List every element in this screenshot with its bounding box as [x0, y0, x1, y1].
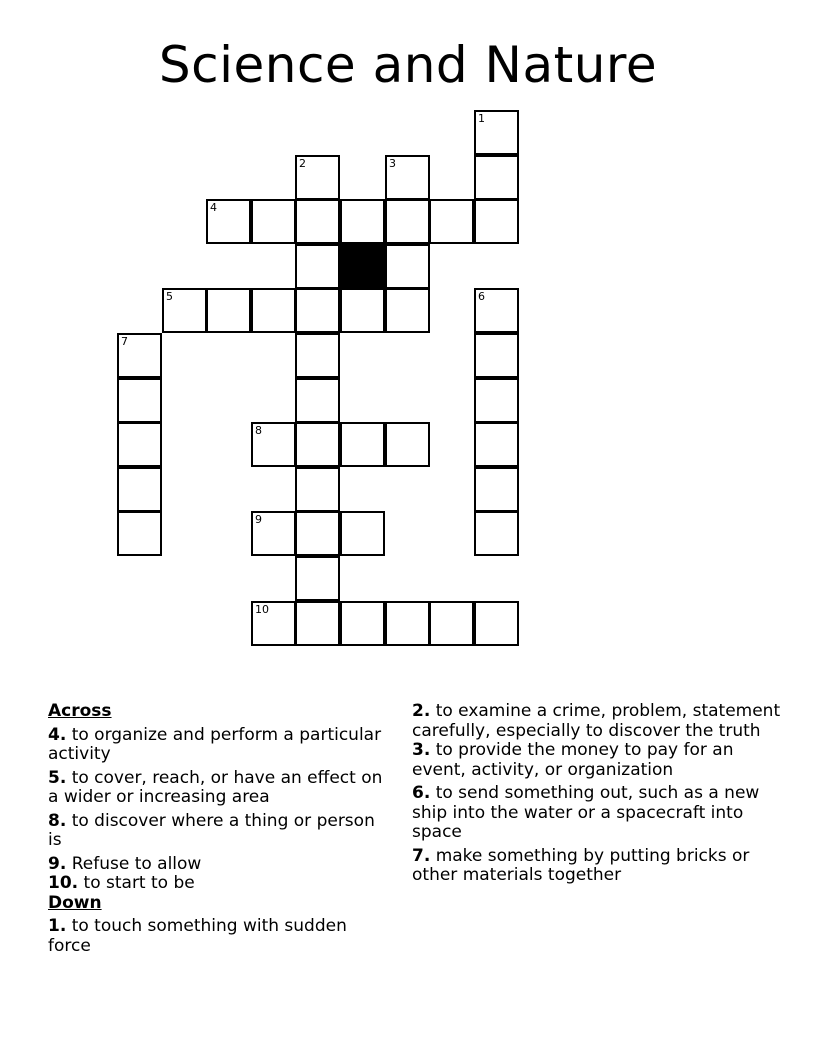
clue-number: 5. [48, 767, 67, 788]
clue-number: 10. [48, 873, 79, 893]
grid-cell[interactable] [340, 422, 385, 467]
grid-cell[interactable] [474, 378, 519, 423]
puzzle-title: Science and Nature [158, 36, 658, 94]
clue-number-label: 2 [299, 157, 306, 170]
clue-down-6 [412, 784, 782, 843]
clues-column-left [48, 702, 393, 960]
clue-number-label: 7 [121, 335, 128, 348]
clue-number-label: 3 [389, 157, 396, 170]
clue-text: to cover, reach, or have an effect on a wider or increasing area [48, 767, 383, 807]
down-heading: Down [48, 892, 102, 913]
clue-number: 2. [412, 701, 431, 721]
grid-cell[interactable] [474, 422, 519, 467]
clues-column-right [412, 702, 782, 890]
grid-cell[interactable] [340, 288, 385, 333]
grid-cell[interactable] [385, 601, 430, 646]
grid-cell[interactable] [295, 288, 340, 333]
grid-cell[interactable] [295, 244, 340, 289]
clue-number-label: 5 [166, 290, 173, 303]
clue-number: 4. [48, 724, 67, 745]
grid-cell[interactable] [295, 155, 340, 200]
grid-cell[interactable] [295, 601, 340, 646]
grid-cell[interactable] [385, 422, 430, 467]
clue-number-label: 9 [255, 513, 262, 526]
grid-cell[interactable] [340, 199, 385, 244]
grid-cell[interactable] [295, 556, 340, 601]
grid-cell[interactable] [295, 467, 340, 512]
clue-across-5 [48, 769, 393, 808]
clue-down-1 [48, 917, 393, 956]
grid-cell[interactable] [251, 199, 296, 244]
grid-cell[interactable] [117, 467, 162, 512]
grid-cell[interactable] [295, 422, 340, 467]
grid-cell[interactable] [206, 199, 251, 244]
clue-text: to touch something with sudden force [48, 916, 347, 956]
clue-number: 1. [48, 916, 67, 936]
grid-cell[interactable] [474, 333, 519, 378]
clue-number: 8. [48, 810, 67, 831]
clue-text: to organize and perform a particular activity [48, 724, 382, 764]
grid-cell[interactable] [251, 511, 296, 556]
clue-number-label: 6 [478, 290, 485, 303]
clue-text: to discover where a thing or person is [48, 810, 375, 850]
grid-cell[interactable] [474, 467, 519, 512]
grid-cell[interactable] [474, 511, 519, 556]
grid-cell[interactable] [117, 422, 162, 467]
grid-cell[interactable] [162, 288, 207, 333]
grid-cell[interactable] [251, 422, 296, 467]
clue-across-8 [48, 812, 393, 851]
grid-cell[interactable] [385, 199, 430, 244]
clue-down-3 [412, 741, 782, 780]
grid-cell[interactable] [251, 288, 296, 333]
clue-number-label: 4 [210, 201, 217, 214]
clue-number-label: 1 [478, 112, 485, 125]
clue-down-7 [412, 847, 782, 886]
grid-cell[interactable] [295, 333, 340, 378]
clue-text: to examine a crime, problem, statement carefully, especially to discover the truth [412, 701, 781, 741]
clue-number: 9. [48, 853, 67, 874]
clue-number: 7. [412, 845, 431, 866]
clue-text: to start to be [83, 873, 195, 893]
blocked-cell [340, 244, 385, 289]
grid-cell[interactable] [117, 378, 162, 423]
clue-number: 3. [412, 740, 431, 760]
grid-cell[interactable] [385, 155, 430, 200]
clue-down-2 [412, 702, 782, 741]
grid-cell[interactable] [206, 288, 251, 333]
clue-across-10 [48, 874, 393, 894]
grid-cell[interactable] [474, 155, 519, 200]
grid-cell[interactable] [385, 244, 430, 289]
grid-cell[interactable] [295, 511, 340, 556]
grid-cell[interactable] [340, 511, 385, 556]
clue-number: 6. [412, 783, 431, 803]
grid-cell[interactable] [474, 601, 519, 646]
grid-cell[interactable] [117, 333, 162, 378]
across-heading: Across [48, 701, 112, 721]
clue-number-label: 10 [255, 603, 269, 616]
clue-number-label: 8 [255, 424, 262, 437]
grid-cell[interactable] [295, 378, 340, 423]
grid-cell[interactable] [117, 511, 162, 556]
clue-text: to send something out, such as a new ship into the water or a spacecraft into space [412, 783, 760, 842]
grid-cell[interactable] [474, 288, 519, 333]
grid-cell[interactable] [251, 601, 296, 646]
grid-cell[interactable] [474, 110, 519, 155]
grid-cell[interactable] [429, 601, 474, 646]
grid-cell[interactable] [295, 199, 340, 244]
grid-cell[interactable] [385, 288, 430, 333]
clue-across-4 [48, 726, 393, 765]
grid-cell[interactable] [340, 601, 385, 646]
clue-text: to provide the money to pay for an event, activity, or organization [412, 740, 734, 780]
clue-text: Refuse to allow [71, 853, 202, 874]
clue-across-9 [48, 855, 393, 875]
grid-cell[interactable] [474, 199, 519, 244]
grid-cell[interactable] [429, 199, 474, 244]
clue-text: make something by putting bricks or other materials together [412, 845, 750, 885]
